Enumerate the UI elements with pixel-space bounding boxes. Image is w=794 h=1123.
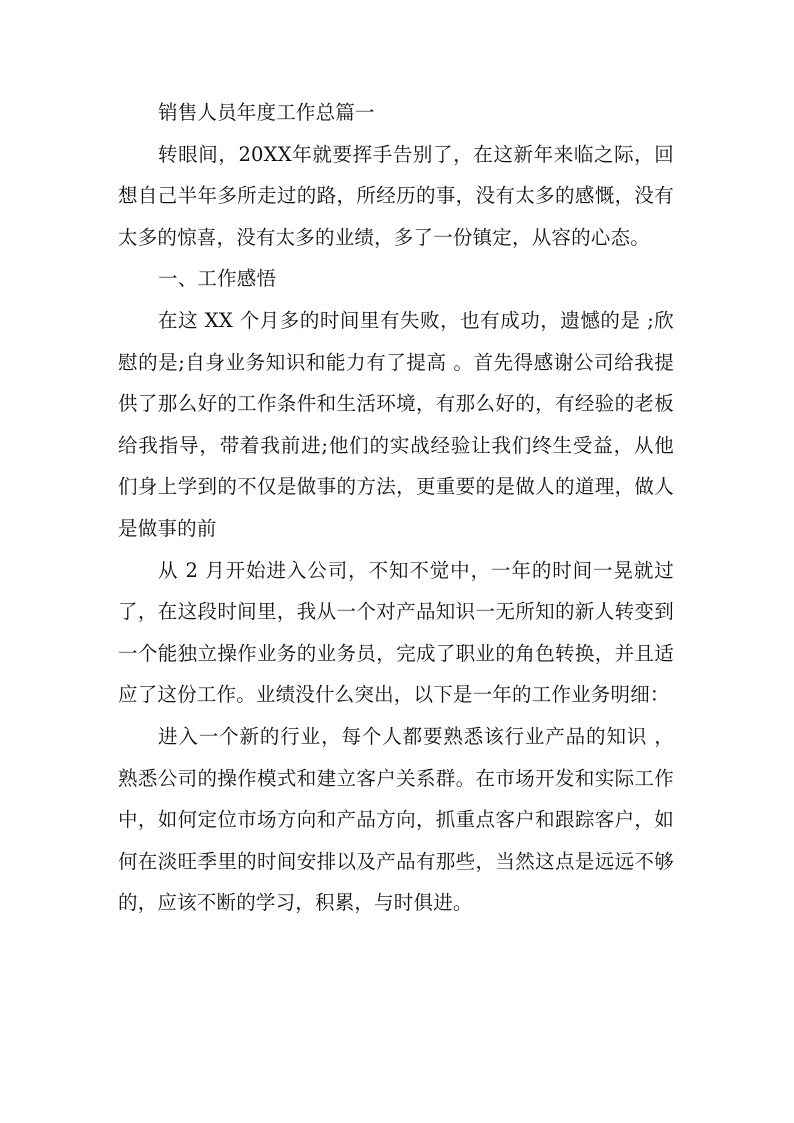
paragraph-new-industry: 进入一个新的行业，每个人都要熟悉该行业产品的知识 ，熟悉公司的操作模式和建立客户关系群。在市场开发和实际工作中，如何定位市场方向和产品方向，抓重点客户和跟踪客户，如何在淡旺季里的时间安排以及产品有那些，当然这点是远远不够的，应该不断的学习，积累，与时俱进。 [118, 724, 674, 915]
paragraph-insights: 在这 XX 个月多的时间里有失败，也有成功，遗憾的是 ;欣慰的是;自身业务知识和能力有了提高 。首先得感谢公司给我提供了那么好的工作条件和生活环境，有那么好的，有经验的老板给我指导，带着我前进;他们的实战经验让我们终生受益，从他们身上学到的不仅是做事的方法，更重要的是做人的道理，做人是做事的前 [118, 308, 674, 540]
section-heading-work-insights: 一、工作感悟 [158, 267, 277, 291]
document-body [118, 92, 674, 924]
document-title: 销售人员年度工作总篇一 [158, 101, 375, 124]
paragraph-intro: 转眼间，20XX年就要挥手告别了，在这新年来临之际，回想自己半年多所走过的路，所经历的事，没有太多的感慨，没有太多的惊喜，没有太多的业绩，多了一份镇定，从容的心态。 [118, 142, 674, 249]
paragraph-work-details: 从 2 月开始进入公司，不知不觉中，一年的时间一晃就过了，在这段时间里，我从一个对产品知识一无所知的新人转变到一个能独立操作业务的业务员，完成了职业的角色转换，并且适应了这份工作。业绩没什么突出，以下是一年的工作业务明细： [118, 558, 674, 707]
